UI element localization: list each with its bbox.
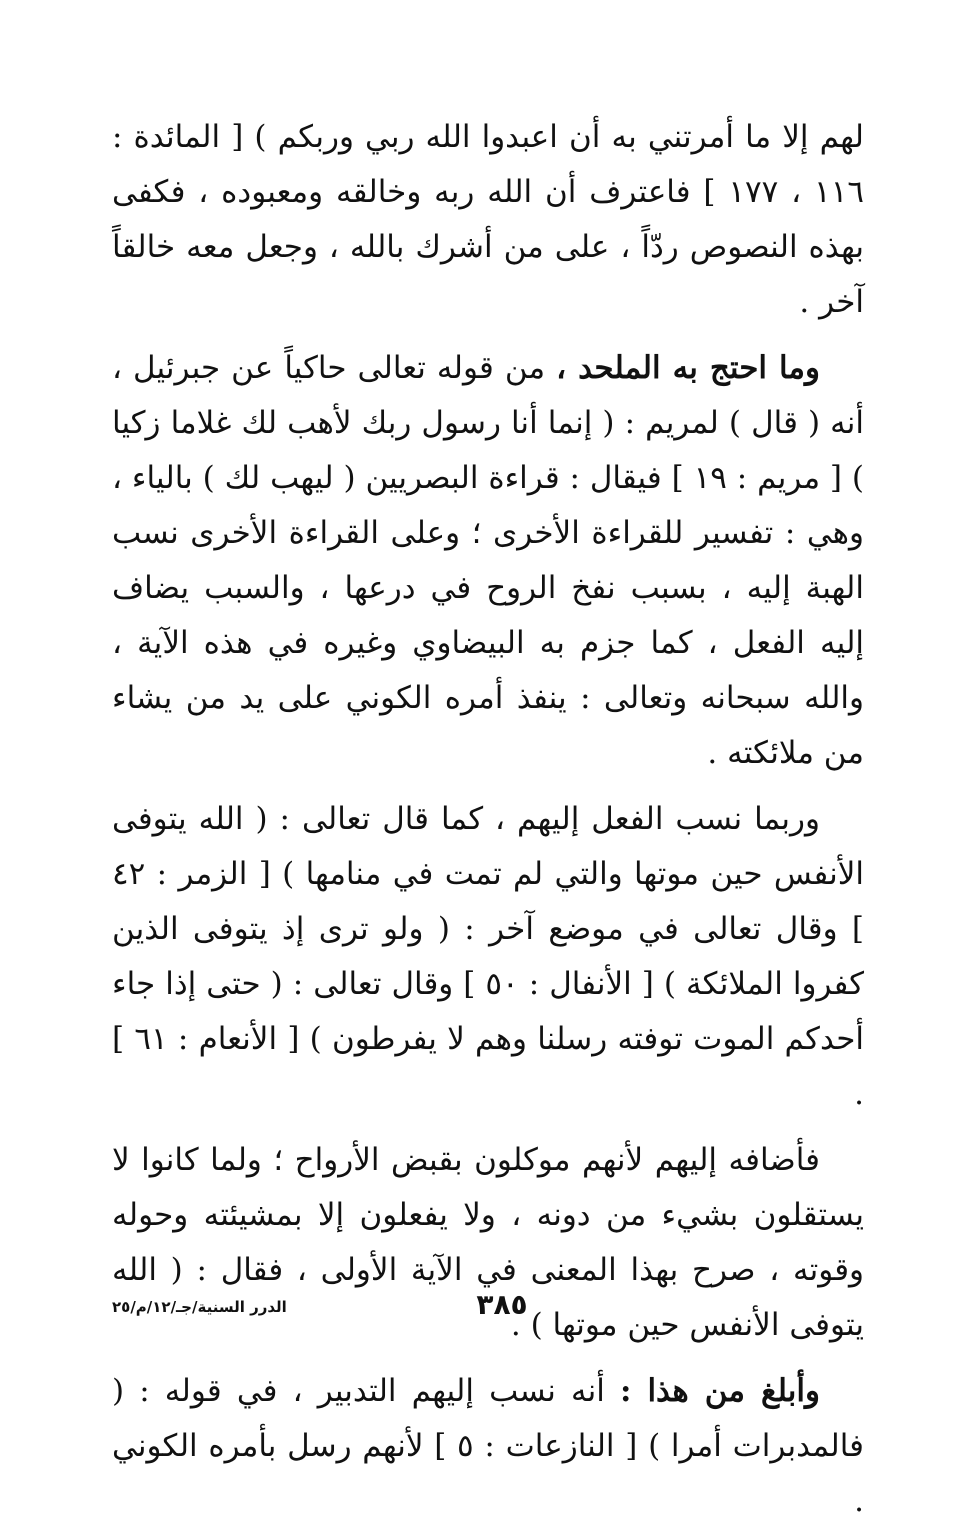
paragraph-text: من قوله تعالى حاكياً عن جبرئيل ، أنه ( قال ) لمريم : ( إنما أنا رسول ربك لأهب لك غلاما زكيا ) [ مريم : ١٩ ] فيقال : قراءة البصريين ( ليهب لك ) بالياء ، وهي : تفسير للقراءة الأخرى ؛ وعلى القراءة الأخرى نسب الهبة إليه ، بسبب نفخ الروح في درعها ، والسبب يضاف إليه الفعل ، كما جزم به البيضاوي وغيره في هذه الآية ، والله سبحانه وتعالى : ينفذ أمره الكوني على يد من يشاء من ملائكته .	[112, 350, 864, 771]
source-reference: الدرر السنية/جـ/١٢/م/٢٥	[112, 1298, 287, 1316]
paragraph-lead: وما احتج به الملحد ،	[556, 350, 820, 386]
paragraph-lead: وأبلغ من هذا :	[619, 1373, 820, 1409]
paragraph-3	[112, 792, 864, 1122]
paragraph-1	[112, 110, 864, 330]
paragraph-text: لهم إلا ما أمرتني به أن اعبدوا الله ربي وربكم ) [ المائدة : ١١٦ ، ١٧٧ ] فاعترف أن الله ربه وخالقه ومعبوده ، فكفى بهذه النصوص ردّاً ، على من أشرك بالله ، وجعل معه خالقاً آخر .	[112, 119, 864, 320]
page-footer	[112, 1288, 864, 1328]
paragraph-text: فأضافه إليهم لأنهم موكلون بقبض الأرواح ؛ ولما كانوا لا يستقلون بشيء من دونه ، ولا يفعلون إلا بمشيئته وحوله وقوته ، صرح بهذا المعنى في الآية الأولى ، فقال : ( الله يتوفى الأنفس حين موتها ) .	[112, 1142, 864, 1343]
paragraph-text: أنه نسب إليهم التدبير ، في قوله : ( فالمدبرات أمرا ) [ النازعات : ٥ ] لأنهم رسل بأمره الكوني .	[112, 1373, 864, 1519]
paragraph-text: وربما نسب الفعل إليهم ، كما قال تعالى : ( الله يتوفى الأنفس حين موتها والتي لم تمت في منامها ) [ الزمر : ٤٢ ] وقال تعالى في موضع آخر : ( ولو ترى إذ يتوفى الذين كفروا الملائكة ) [ الأنفال : ٥٠ ] وقال تعالى : ( حتى إذا جاء أحدكم الموت توفته رسلنا وهم لا يفرطون ) [ الأنعام : ٦١ ] .	[112, 801, 864, 1112]
page-number: ٣٨٥	[476, 1288, 528, 1321]
paragraph-5	[112, 1364, 864, 1529]
paragraph-2	[112, 341, 864, 781]
